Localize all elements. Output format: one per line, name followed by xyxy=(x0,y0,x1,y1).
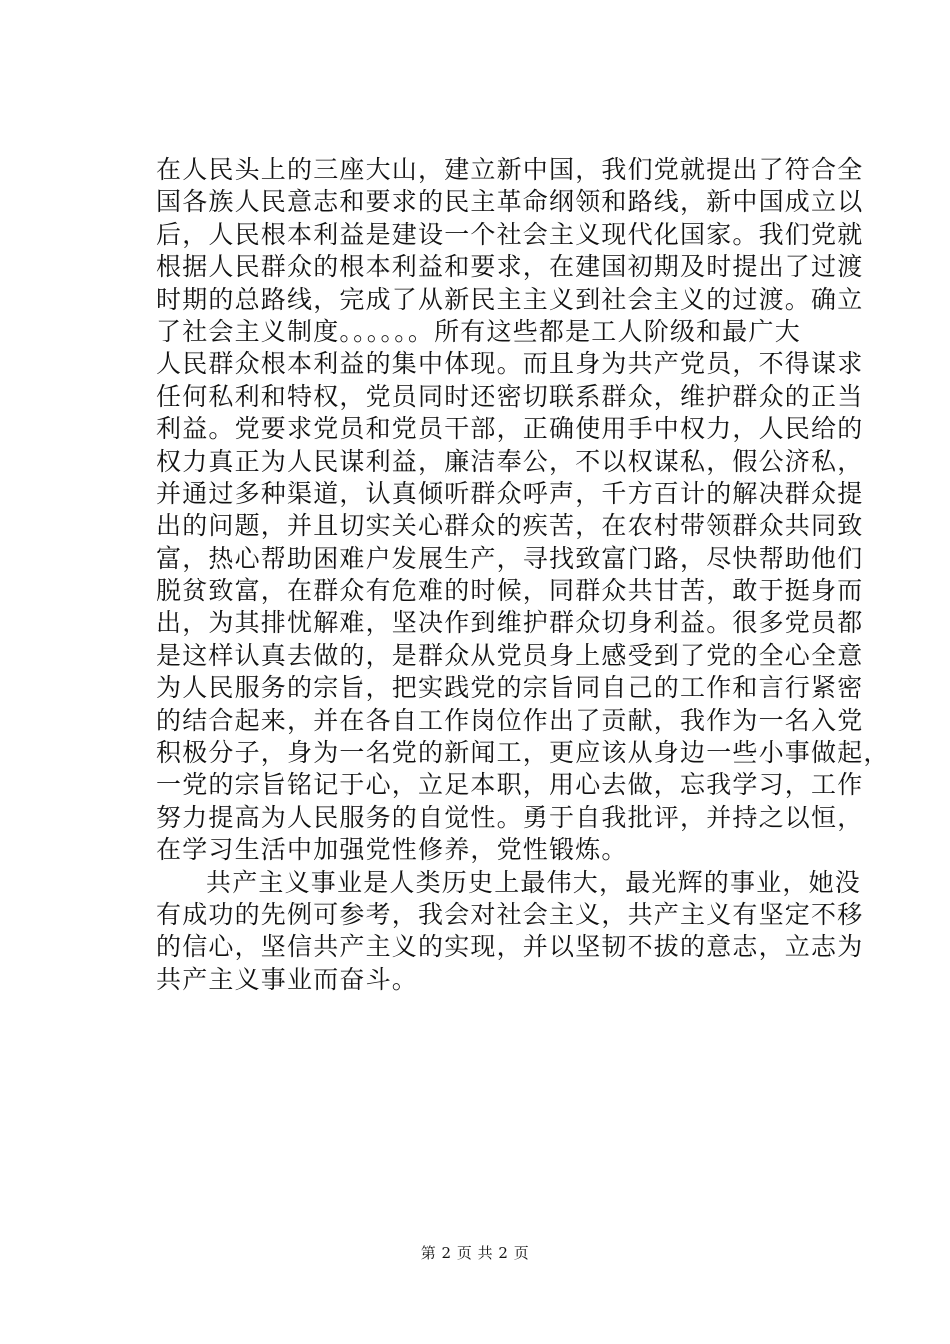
text-line: 的结合起来，并在各自工作岗位作出了贡献，我作为一名入党 xyxy=(156,705,864,735)
text-line: 努力提高为人民服务的自觉性。勇于自我批评，并持之以恒， xyxy=(156,802,864,832)
text-line: 了社会主义制度。。。。。。所有这些都是工人阶级和最广大 xyxy=(156,316,801,346)
text-line: 共产主义事业而奋斗。 xyxy=(156,964,419,994)
text-line: 为人民服务的宗旨，把实践党的宗旨同自己的工作和言行紧密 xyxy=(156,673,864,703)
text-line: 积极分子，身为一名党的新闻工，更应该从身边一些小事做起， xyxy=(156,738,890,768)
text-line: 根据人民群众的根本利益和要求，在建国初期及时提出了过渡 xyxy=(156,252,864,282)
text-line: 一党的宗旨铭记于心，立足本职，用心去做，忘我学习，工作 xyxy=(156,770,864,800)
text-line: 在人民头上的三座大山，建立新中国，我们党就提出了符合全 xyxy=(156,155,864,184)
text-line: 利益。党要求党员和党员干部，正确使用手中权力，人民给的 xyxy=(156,414,864,444)
text-line: 出的问题，并且切实关心群众的疾苦，在农村带领群众共同致 xyxy=(156,511,864,541)
text-line: 权力真正为人民谋利益，廉洁奉公，不以权谋私，假公济私， xyxy=(156,446,864,476)
text-line: 的信心，坚信共产主义的实现，并以坚韧不拔的意志，立志为 xyxy=(156,932,864,962)
text-line: 后，人民根本利益是建设一个社会主义现代化国家。我们党就 xyxy=(156,219,864,249)
text-line: 富，热心帮助困难户发展生产，寻找致富门路，尽快帮助他们 xyxy=(156,543,864,573)
text-line: 并通过多种渠道，认真倾听群众呼声，千方百计的解决群众提 xyxy=(156,478,864,508)
text-line: 是这样认真去做的，是群众从党员身上感受到了党的全心全意 xyxy=(156,640,864,670)
text-line: 人民群众根本利益的集中体现。而且身为共产党员，不得谋求 xyxy=(156,349,864,379)
text-line: 脱贫致富，在群众有危难的时候，同群众共甘苦，敢于挺身而 xyxy=(156,576,864,606)
text-line: 出，为其排忧解难，坚决作到维护群众切身利益。很多党员都 xyxy=(156,608,864,638)
body-text xyxy=(156,154,890,996)
text-line: 时期的总路线，完成了从新民主主义到社会主义的过渡。确立 xyxy=(156,284,864,314)
text-line: 任何私利和特权，党员同时还密切联系群众，维护群众的正当 xyxy=(156,381,864,411)
text-line: 国各族人民意志和要求的民主革命纲领和路线，新中国成立以 xyxy=(156,187,864,217)
page-footer: 第 2 页 共 2 页 xyxy=(420,1244,530,1262)
text-line: 有成功的先例可参考，我会对社会主义，共产主义有坚定不移 xyxy=(156,899,864,929)
text-line: 在学习生活中加强党性修养，党性锻炼。 xyxy=(156,835,628,865)
paragraph-start-line: 共产主义事业是人类历史上最伟大，最光辉的事业，她没 xyxy=(206,867,862,897)
